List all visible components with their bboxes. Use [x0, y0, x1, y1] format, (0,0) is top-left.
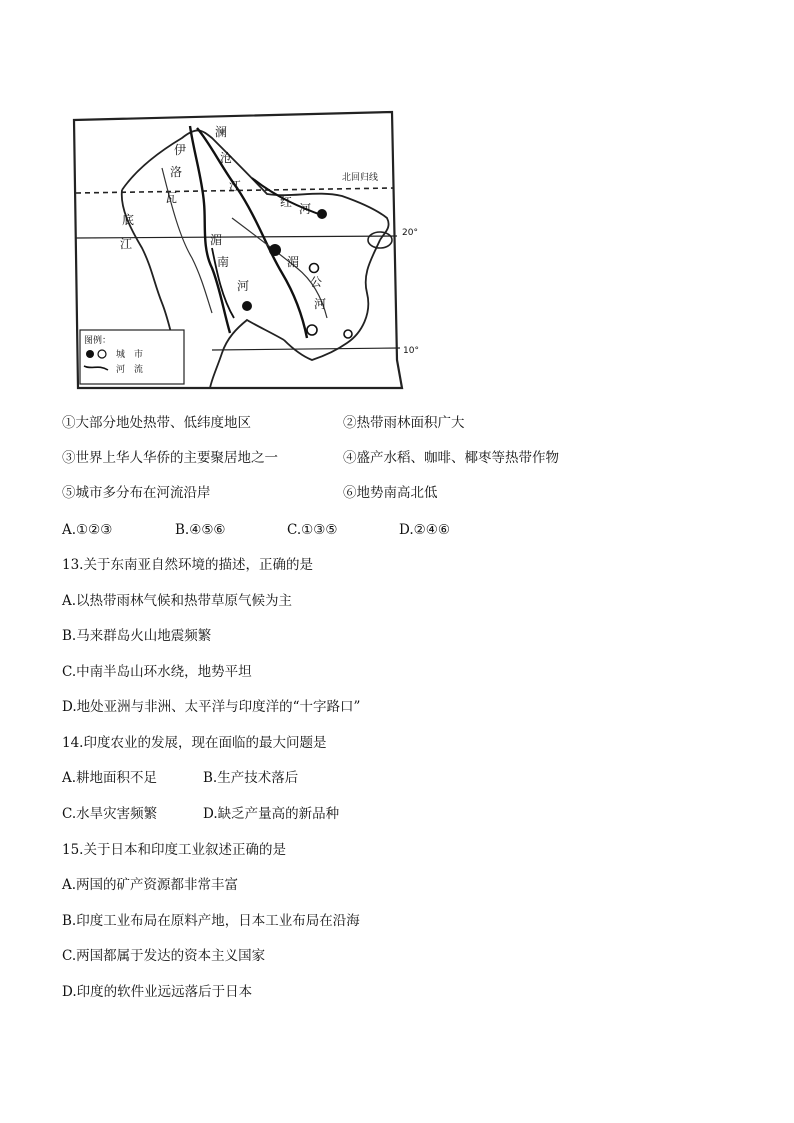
label-mei2: 湄: [287, 255, 300, 269]
q15-option-c[interactable]: C.两国都属于发达的资本主义国家: [62, 948, 266, 964]
legend-city-label: 城 市: [116, 350, 144, 360]
statement-2: ②热带雨林面积广大: [343, 415, 465, 431]
q15-stem: 15.关于日本和印度工业叙述正确的是: [62, 842, 286, 858]
legend-title: 图例：: [84, 336, 112, 346]
q12-option-c[interactable]: C.①③⑤: [287, 522, 338, 538]
q13-option-d[interactable]: D.地处亚洲与非洲、太平洋与印度洋的“十字路口”: [62, 699, 361, 715]
label-luo: 洛: [170, 165, 183, 179]
city-hcmc: [344, 330, 352, 338]
statement-1: ①大部分地处热带、低纬度地区: [62, 415, 251, 431]
label-jiang2: 江: [120, 237, 133, 251]
q14-stem: 14.印度农业的发展，现在面临的最大问题是: [62, 735, 327, 751]
map-svg: [62, 98, 434, 390]
city-bangkok: [242, 301, 252, 311]
q14-option-d[interactable]: D.缺乏产量高的新品种: [203, 806, 340, 822]
label-jiang1: 江: [229, 179, 242, 193]
q13-option-b[interactable]: B.马来群岛火山地震频繁: [62, 628, 212, 644]
label-lat10: 10°: [403, 346, 419, 356]
statement-4: ④盛产水稻、咖啡、椰枣等热带作物: [343, 450, 559, 466]
north-border: [122, 130, 389, 240]
city-phnompenh: [307, 325, 317, 335]
statement-3: ③世界上华人华侨的主要聚居地之一: [62, 450, 278, 466]
q13-option-c[interactable]: C.中南半岛山环水绕，地势平坦: [62, 664, 252, 680]
q12-option-d[interactable]: D.②④⑥: [399, 522, 450, 538]
statement-5: ⑤城市多分布在河流沿岸: [62, 485, 211, 501]
label-di: 底: [122, 213, 135, 227]
q12-option-a[interactable]: A.①②③: [62, 522, 113, 538]
q15-option-d[interactable]: D.印度的软件业远远落后于日本: [62, 984, 253, 1000]
q14-option-a[interactable]: A.耕地面积不足: [62, 770, 158, 786]
legend-city-filled: [86, 350, 94, 358]
q15-option-b[interactable]: B.印度工业布局在原料产地，日本工业布局在沿海: [62, 913, 360, 929]
city-hanoi: [317, 209, 327, 219]
legend-river-label: 河 流: [116, 365, 144, 375]
label-wa: 瓦: [165, 191, 178, 205]
label-cang: 沧: [220, 151, 233, 165]
q14-option-c[interactable]: C.水旱灾害频繁: [62, 806, 158, 822]
q13-option-a[interactable]: A.以热带雨林气候和热带草原气候为主: [62, 593, 293, 609]
statement-6: ⑥地势南高北低: [343, 485, 438, 501]
label-mei1: 湄: [210, 233, 223, 247]
label-he1: 河: [299, 202, 312, 216]
label-lan: 澜: [215, 125, 228, 139]
label-he2: 河: [237, 279, 250, 293]
q15-option-a[interactable]: A.两国的矿产资源都非常丰富: [62, 877, 239, 893]
city-vientiane: [269, 244, 281, 256]
label-he3: 河: [314, 297, 327, 311]
label-nan: 南: [217, 255, 230, 269]
label-tropic: 北回归线: [342, 173, 379, 183]
gulf-coast: [210, 320, 284, 388]
label-hong: 红: [280, 195, 293, 209]
q13-stem: 13.关于东南亚自然环境的描述，正确的是: [62, 557, 313, 573]
q14-option-b[interactable]: B.生产技术落后: [203, 770, 299, 786]
label-gong: 公: [310, 275, 323, 289]
label-lat20: 20°: [402, 228, 418, 238]
lat-10-line: [212, 348, 400, 350]
legend-city-hollow: [98, 350, 106, 358]
map-legend: [80, 330, 184, 384]
label-yi: 伊: [174, 143, 187, 157]
q12-option-b[interactable]: B.④⑤⑥: [175, 522, 226, 538]
indochina-map: [62, 98, 434, 390]
city-hue: [310, 264, 319, 273]
